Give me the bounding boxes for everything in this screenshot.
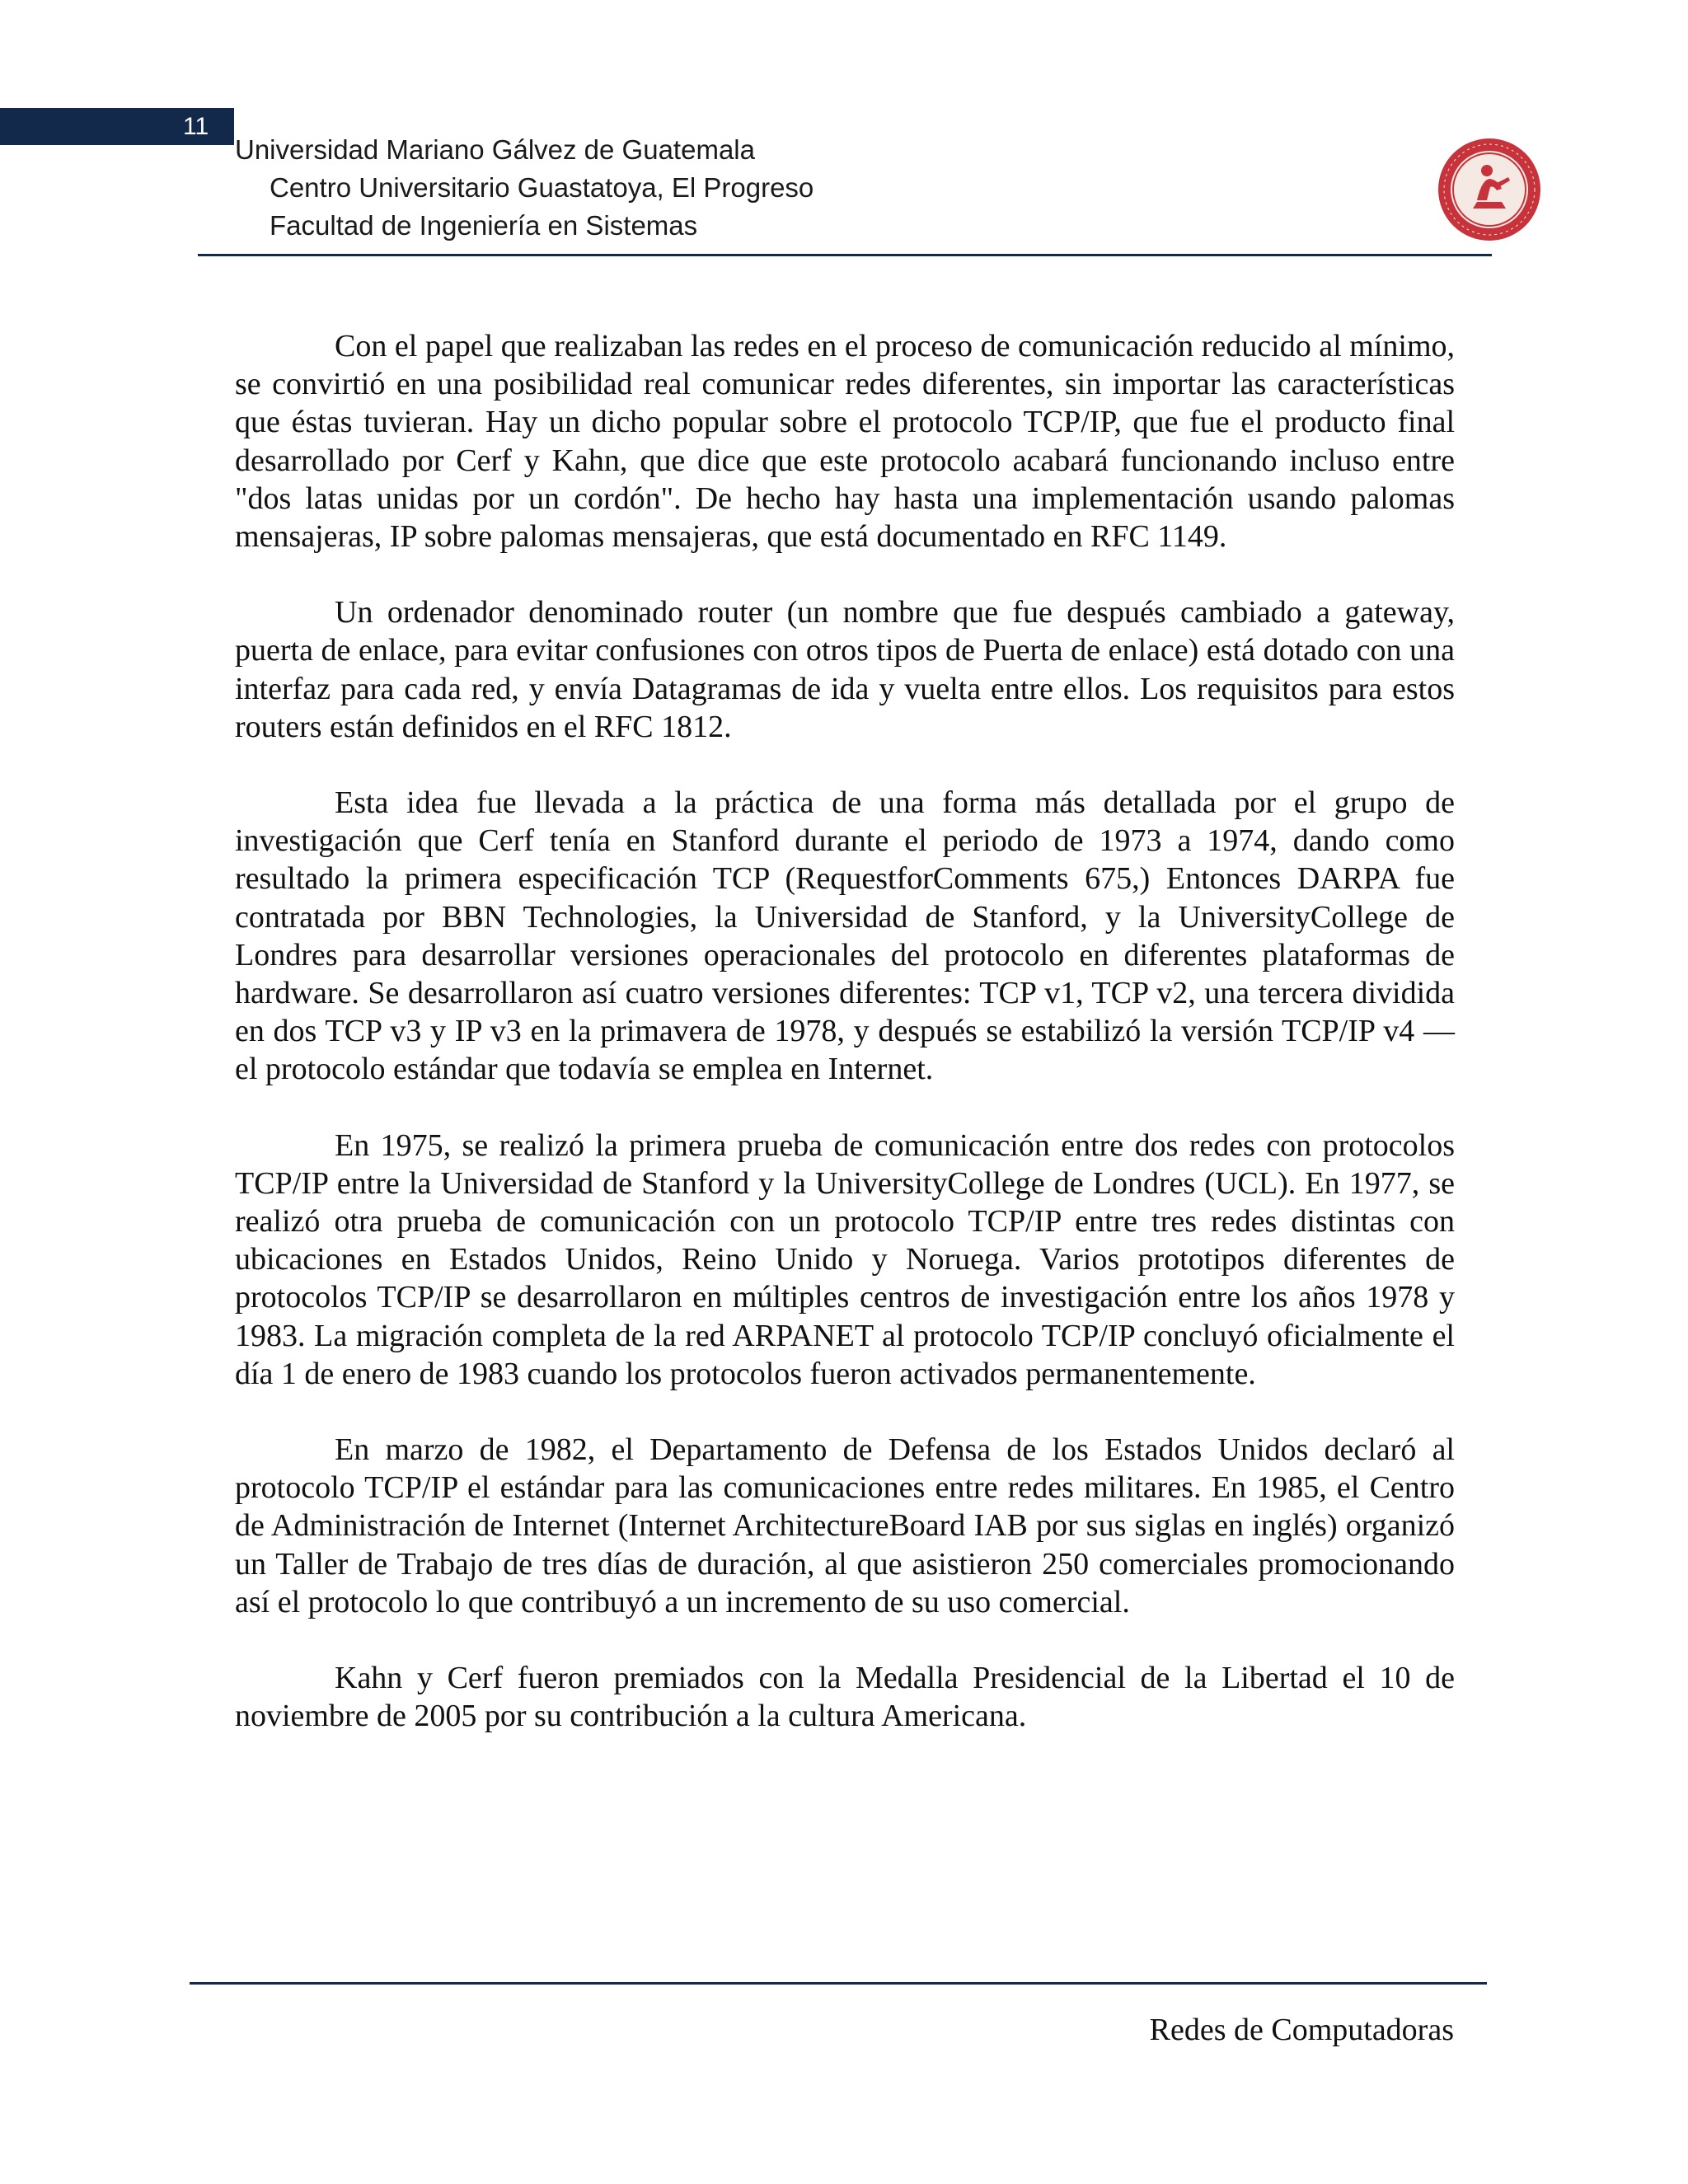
- body-text: [235, 327, 1455, 1774]
- paragraph: Esta idea fue llevada a la práctica de una forma más detallada por el grupo de investigación que Cerf tenía en Stanford durante el periodo de 1973 a 1974, dando como resultado la primera especificación TCP (RequestforComments 675,) Entonces DARPA fue contratada por BBN Technologies, la Universidad de Stanford, y la UniversityCollege de Londres para desarrollar versiones operacionales del protocolo en diferentes plataformas de hardware. Se desarrollaron así cuatro versiones diferentes: TCP v1, TCP v2, una tercera dividida en dos TCP v3 y IP v3 en la primavera de 1978, y después se estabilizó la versión TCP/IP v4 — el protocolo estándar que todavía se emplea en Internet.: [235, 785, 1455, 1087]
- paragraph: En 1975, se realizó la primera prueba de comunicación entre dos redes con protocolos TCP/IP entre la Universidad de Stanford y la UniversityCollege de Londres (UCL). En 1977, se realizó otra prueba de comunicación con un protocolo TCP/IP entre tres redes distintas con ubicaciones en Estados Unidos, Reino Unido y Noruega. Varios prototipos diferentes de protocolos TCP/IP se desarrollaron en múltiples centros de investigación entre los años 1978 y 1983. La migración completa de la red ARPANET al protocolo TCP/IP concluyó oficialmente el día 1 de enero de 1983 cuando los protocolos fueron activados permanentemente.: [235, 1127, 1455, 1391]
- paragraph: Un ordenador denominado router (un nombre que fue después cambiado a gateway, puerta de enlace, para evitar confusiones con otros tipos de Puerta de enlace) está dotado con una interfaz para cada red, y envía Datagramas de ida y vuelta entre ellos. Los requisitos para estos routers están definidos en el RFC 1812.: [235, 595, 1455, 744]
- university-name: Universidad Mariano Gálvez de Guatemala: [235, 134, 755, 165]
- paragraph: Kahn y Cerf fueron premiados con la Medalla Presidencial de la Libertad el 10 de noviembre de 2005 por su contribución a la cultura Americana.: [235, 1661, 1455, 1734]
- faculty-name: Facultad de Ingeniería en Sistemas: [270, 210, 698, 241]
- page-number: 11: [183, 113, 209, 140]
- paragraph: Con el papel que realizaban las redes en el proceso de comunicación reducido al mínimo, se convirtió en una posibilidad real comunicar redes diferentes, sin importar las características que éstas tuvieran. Hay un dicho popular sobre el protocolo TCP/IP, que fue el producto final desarrollado por Cerf y Kahn, que dice que este protocolo acabará funcionando incluso entre "dos latas unidas por un cordón". De hecho hay hasta una implementación usando palomas mensajeras, IP sobre palomas mensajeras, que está documentado en RFC 1149.: [235, 329, 1455, 555]
- paragraph: En marzo de 1982, el Departamento de Defensa de los Estados Unidos declaró al protocolo TCP/IP el estándar para las comunicaciones entre redes militares. En 1985, el Centro de Administración de Internet (Internet ArchitectureBoard IAB por sus siglas en inglés) organizó un Taller de Trabajo de tres días de duración, al que asistieron 250 comerciales promocionando así el protocolo lo que contribuyó a un incremento de su uso comercial.: [235, 1432, 1455, 1619]
- campus-name: Centro Universitario Guastatoya, El Progreso: [270, 172, 814, 203]
- footer-title: Redes de Computadoras: [1149, 2013, 1454, 2047]
- university-seal-logo: [1436, 136, 1543, 243]
- footer-divider: [190, 1982, 1487, 1985]
- header-divider: [198, 254, 1492, 256]
